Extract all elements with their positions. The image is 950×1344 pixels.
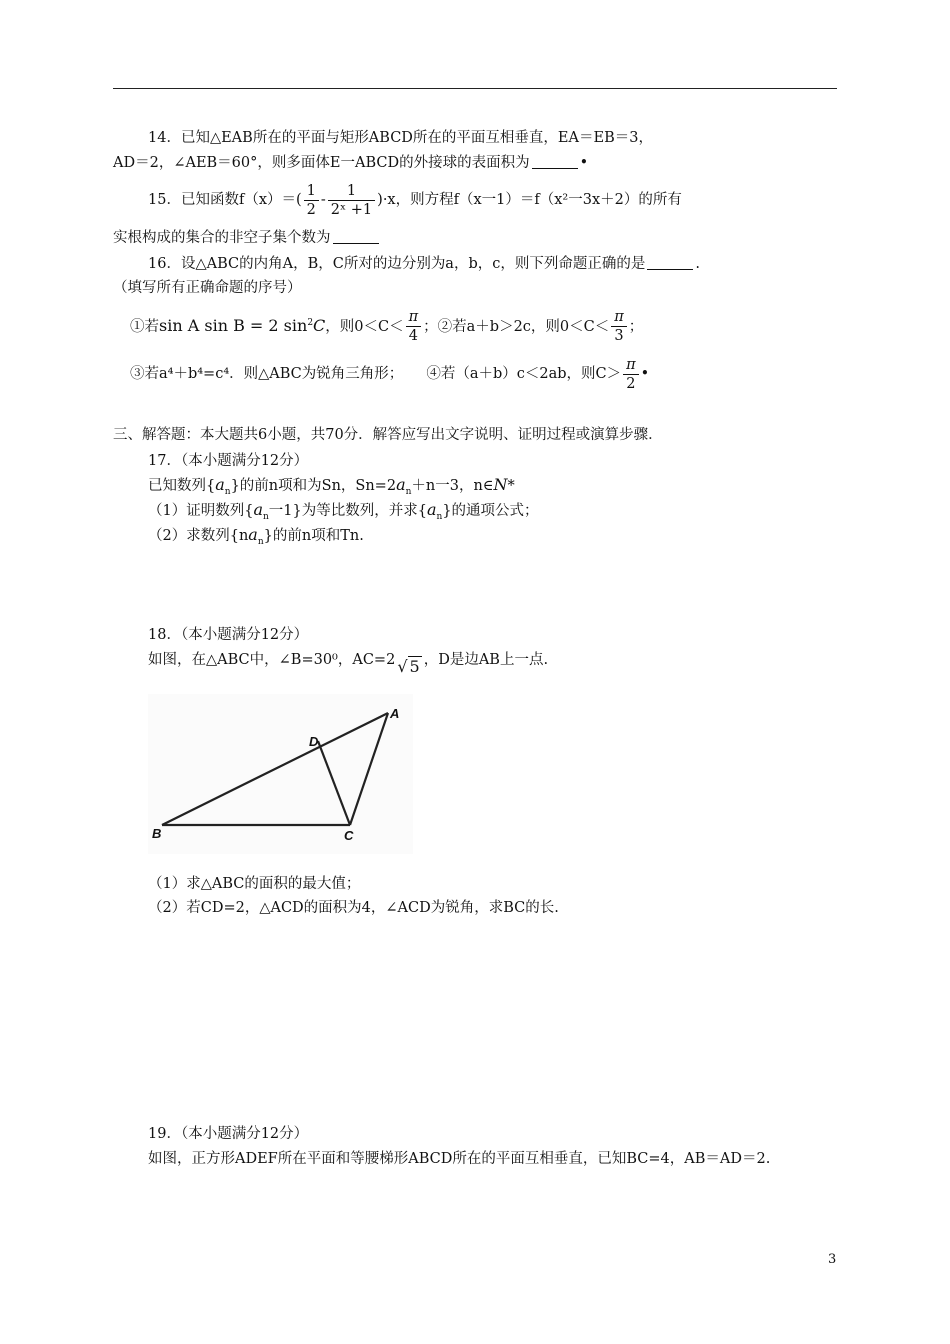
q14-line2 xyxy=(113,153,588,173)
q18-head: 18．（本小题满分12分） xyxy=(148,627,309,643)
q16-props-3-4: ③若a⁴＋b⁴=c⁴．则△ABC为锐角三角形； ④若（a＋b）c＜2ab，则C＞ $\frac{\pi}{2}$ • xyxy=(130,356,650,392)
label-d: D xyxy=(309,734,319,749)
q19-head: 19．（本小题满分12分） xyxy=(148,1126,309,1142)
answer-blank xyxy=(647,255,693,270)
header-rule xyxy=(113,88,837,89)
answer-blank xyxy=(532,154,578,169)
q17-line1: 已知数列$\{a_n\}$的前n项和为Sn，$Sn=2a_n+n$一3，n∈N* xyxy=(148,475,515,497)
q18-part2: （2）若CD=2，△ACD的面积为4，∠ACD为锐角，求BC的长. xyxy=(148,900,559,916)
q14-text: AD＝2，∠AEB＝60°，则多面体E一ABCD的外接球的表面积为 xyxy=(113,155,530,171)
q15-minus: - xyxy=(320,192,326,208)
q16-line1-text: 16．设△ABC的内角A，B，C所对的边分别为a，b，c，则下列命题正确的是 xyxy=(148,256,646,272)
page-number: 3 xyxy=(828,1252,837,1267)
q16-p1-pre: ①若 xyxy=(130,318,159,335)
q18-line1: 如图，在△ABC中，∠B=30⁰，AC=2 √ 5 ，D是边AB上一点. xyxy=(148,652,549,676)
q14-line1: 14．已知△EAB所在的平面与矩形ABCD所在的平面互相垂直，EA＝EB＝3， xyxy=(148,130,653,146)
q15-frac-half: $\frac{1}{2}$ xyxy=(304,182,319,219)
q19-line1: 如图，正方形ADEF所在平面和等腰梯形ABCD所在的平面互相垂直，已知BC=4，AB＝AD＝2. xyxy=(148,1151,771,1167)
q15-line2 xyxy=(113,228,381,248)
q16-p1-mid: ，则0＜C＜ xyxy=(325,318,404,335)
q15-line1 xyxy=(148,180,682,220)
q15-post: )·x，则方程f（x一1）＝f（x²一3x＋2）的所有 xyxy=(377,192,682,208)
q16-p4: ④若（a＋b）c＜2ab，则C＞ xyxy=(426,366,622,382)
q16-frac-pi4: $\frac{\pi}{4}$ xyxy=(406,308,422,345)
q16-p1-math: sin A sin B = 2 sin xyxy=(159,315,308,335)
triangle-figure xyxy=(148,694,413,854)
q16-line1-end: . xyxy=(695,256,700,272)
answer-blank xyxy=(333,229,379,244)
label-a: A xyxy=(390,706,400,721)
q14-end: • xyxy=(579,155,589,171)
q15-line2-text: 实根构成的集合的非空子集个数为 xyxy=(113,230,331,246)
q16-line2: （填写所有正确命题的序号） xyxy=(113,280,302,296)
sqrt-symbol: √ 5 xyxy=(397,657,420,676)
q16-p2: ；②若a＋b＞2c，则0＜C＜ xyxy=(423,318,610,335)
q15-pre: 15．已知函数f（x）＝( xyxy=(148,192,302,208)
label-c: C xyxy=(344,828,354,843)
q17-part1: （1）证明数列{$a_n$一1}为等比数列，并求$\{a_n\}$的通项公式； xyxy=(148,500,539,522)
q18-part1: （1）求△ABC的面积的最大值； xyxy=(148,876,361,892)
q16-p3: ③若a⁴＋b⁴=c⁴．则△ABC为锐角三角形； xyxy=(130,366,404,382)
section-heading: 三、解答题：本大题共6小题，共70分．解答应写出文字说明、证明过程或演算步骤． xyxy=(113,427,663,443)
q17-part2: （2）求数列$\{na_n\}$的前n项和Tn. xyxy=(148,525,364,547)
q17-head: 17．（本小题满分12分） xyxy=(148,453,309,469)
q15-frac-exp: $\frac{1}{\text{2ˣ +1}}$ xyxy=(328,182,375,219)
q16-frac-pi3: $\frac{\pi}{3}$ xyxy=(611,308,627,345)
q16-line1 xyxy=(148,254,700,274)
label-b: B xyxy=(152,826,162,841)
q16-frac-pi2: $\frac{\pi}{2}$ xyxy=(623,356,639,393)
q16-props-1-2: ①若sin A sin B = 2 $\sin^2C$，则0＜C＜ $\frac{\pi}{4}$ ；②若a＋b＞2c，则0＜C＜ $\frac{\pi}{3}$ ； xyxy=(130,309,644,345)
